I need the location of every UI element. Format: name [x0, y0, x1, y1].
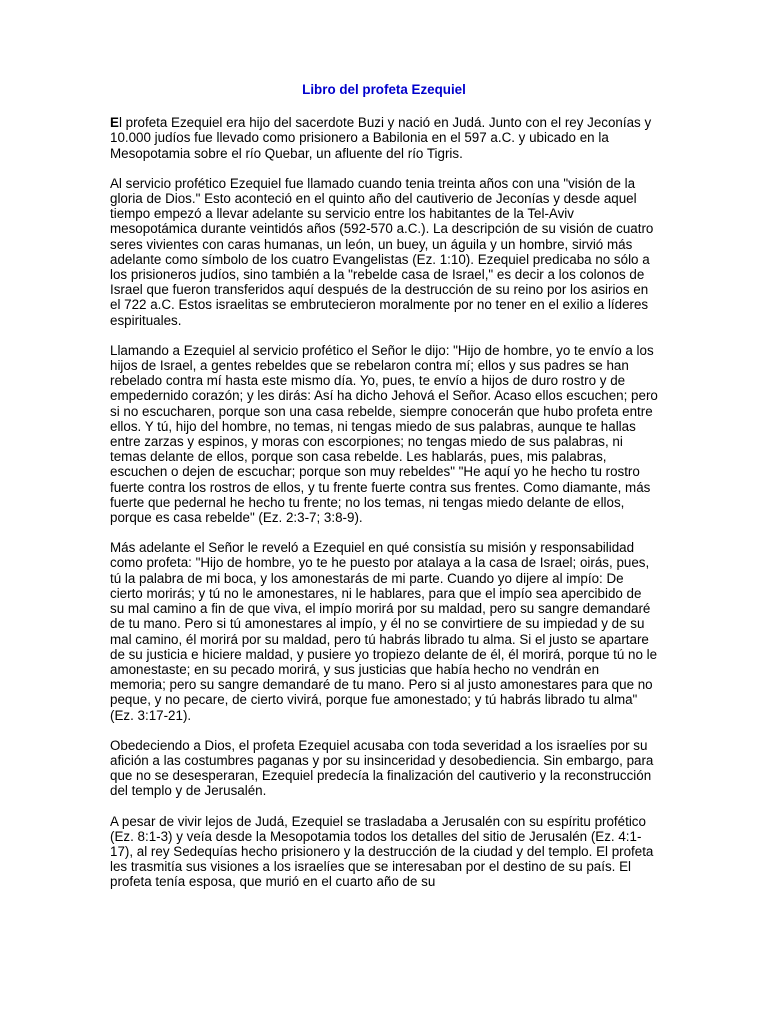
document-page	[110, 82, 658, 905]
paragraph-1	[110, 115, 658, 161]
paragraph-5: Obedeciendo a Dios, el profeta Ezequiel acusaba con toda severidad a los israelíes por su afición a las costumbres paganas y por su insinceridad y desobediencia. Sin embargo, para que no se desesperaran, Ezequiel predecía la finalización del cautiverio y la reconstrucción del templo y de Jerusalén.	[110, 737, 654, 799]
paragraph-4: Más adelante el Señor le reveló a Ezequiel en qué consistía su misión y responsabilidad como profeta: "Hijo de hombre, yo te he puesto por atalaya a la casa de Israel; oirás, pues, tú la palabra de mi boca, y los amonestarás de mi parte. Cuando yo dijere al impío: De cierto morirás; y tú no le amonestares, ni le hablares, para que el impío sea apercibido de su mal camino a fin de que viva, el impío morirá por su maldad, pero su sangre demandaré de tu mano. Pero si tú amonestares al impío, y él no se convirtiere de su impiedad y de su mal camino, él morirá por su maldad, pero tú habrás librado tu alma. Si el justo se apartare de su justicia e hiciere maldad, y pusiere yo tropiezo delante de él, él morirá, porque tú no le amonestaste; en su pecado morirá, y sus justicias que había hecho no vendrán en memoria; pero su sangre demandaré de tu mano. Pero si al justo amonestares para que no peque, y no pecare, de cierto vivirá, porque fue amonestado; y tú habrás librado tu alma" (Ez. 3:17-21).	[110, 540, 658, 723]
paragraph-2: Al servicio profético Ezequiel fue llamado cuando tenia treinta años con una "visión de la gloria de Dios." Esto aconteció en el quinto año del cautiverio de Jeconías y desde aquel tiempo empezó a llevar adelante su servicio entre los habitantes de la Tel-Aviv mesopotámica durante veintidós años (592-570 a.C.). La descripción de su visión de cuatro seres vivientes con caras humanas, un león, un buey, un águila y un hombre, sirvió más adelante como símbolo de los cuatro Evangelistas (Ez. 1:10). Ezequiel predicaba no sólo a los prisioneros judíos, sino también a la "rebelde casa de Israel," es decir a los colonos de Israel que fueron transferidos aquí después de la destrucción de su reino por los asirios en el 722 a.C. Estos israelitas se embrutecieron moralmente por no tener en el exilio a líderes espirituales.	[110, 175, 654, 328]
document-title: Libro del profeta Ezequiel	[302, 82, 466, 97]
paragraph-3: Llamando a Ezequiel al servicio profético el Señor le dijo: "Hijo de hombre, yo te envío a los hijos de Israel, a gentes rebeldes que se rebelaron contra mí; ellos y sus padres se han rebelado contra mí hasta este mismo día. Yo, pues, te envío a hijos de duro rostro y de empedernido corazón; y les dirás: Así ha dicho Jehová el Señor. Acaso ellos escuchen; pero si no escucharen, porque son una casa rebelde, siempre conocerán que hubo profeta entre ellos. Y tú, hijo del hombre, no temas, ni tengas miedo de sus palabras, aunque te hallas entre zarzas y espinos, y moras con escorpiones; no tengas miedo de sus palabras, ni temas delante de ellos, porque son casa rebelde. Les hablarás, pues, mis palabras, escuchen o dejen de escuchar; porque son muy rebeldes" "He aquí yo he hecho tu rostro fuerte contra los rostros de ellos, y tu frente fuerte contra sus frentes. Como diamante, más fuerte que pedernal he hecho tu frente; no los temas, ni tengas miedo delante de ellos, porque es casa rebelde" (Ez. 2:3-7; 3:8-9).	[110, 342, 658, 526]
paragraph-1-text: l profeta Ezequiel era hijo del sacerdote Buzi y nació en Judá. Junto con el rey Jeconías y 10.000 judíos fue llevado como prisionero a Babilonia en el 597 a.C. y ubicado en la Mesopotamia sobre el río Quebar, un afluente del río Tigris.	[110, 115, 652, 161]
paragraph-6: A pesar de vivir lejos de Judá, Ezequiel se trasladaba a Jerusalén con su espíritu profético (Ez. 8:1-3) y veía desde la Mesopotamia todos los detalles del sitio de Jerusalén (Ez. 4:1-17), al rey Sedequías hecho prisionero y la destrucción de la ciudad y del templo. El profeta les trasmitía sus visiones a los israelíes que se interesaban por el destino de su país. El profeta tenía esposa, que murió en el cuarto año de su	[110, 813, 654, 890]
drop-cap-letter: E	[110, 115, 119, 131]
